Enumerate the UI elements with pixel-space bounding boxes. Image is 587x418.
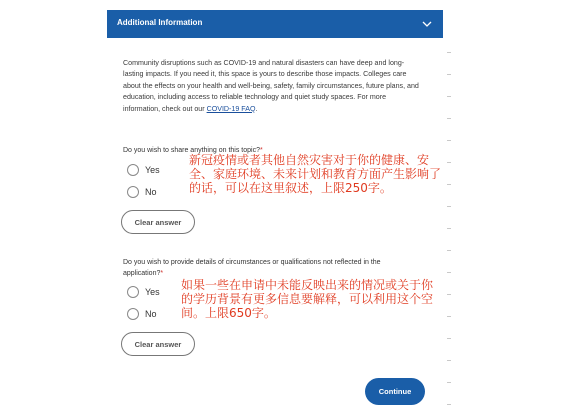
intro-text: Community disruptions such as COVID-19 and natural disasters can have deep and long-lasting impacts. If you need it, this space is yours to describe those impacts. Colleges care about the effects on your health and well-being, safety, family circumstances, future plans, and education, including access to reliable technology and quiet study spaces. For more information, check out our [123, 59, 419, 113]
required-mark: * [160, 269, 164, 277]
scroll-tick [447, 118, 451, 119]
radio-option-yes[interactable] [127, 163, 160, 177]
scroll-tick [447, 272, 451, 273]
question-provide-details [123, 258, 403, 279]
scroll-tick [447, 206, 451, 207]
scroll-tick [447, 250, 451, 251]
required-mark: * [259, 147, 263, 154]
intro-paragraph [123, 58, 423, 115]
clear-answer-button[interactable]: Clear answer [121, 332, 195, 356]
scroll-tick [447, 404, 451, 405]
continue-button[interactable]: Continue [365, 378, 425, 405]
additional-information-panel [107, 10, 443, 418]
scroll-tick [447, 382, 451, 383]
scroll-tick [447, 228, 451, 229]
scroll-tick [447, 162, 451, 163]
radio-label: Yes [145, 165, 160, 175]
radio-option-no[interactable] [127, 185, 157, 199]
chinese-annotation: 新冠疫情或者其他自然灾害对于你的健康、安全、家庭环境、未来计划和教育方面产生影响了的话，可以在这里叙述，上限250字。 [189, 153, 442, 195]
radio-label: Yes [145, 287, 160, 297]
scroll-tick [447, 96, 451, 97]
chevron-down-icon[interactable] [421, 18, 433, 30]
radio-label: No [145, 309, 157, 319]
scroll-tick [447, 294, 451, 295]
scroll-tick [447, 316, 451, 317]
covid-faq-link[interactable]: COVID-19 FAQ [206, 104, 256, 113]
clear-answer-button[interactable]: Clear answer [121, 210, 195, 234]
radio-label: No [145, 187, 157, 197]
scroll-tick [447, 360, 451, 361]
chinese-annotation: 如果一些在申请中未能反映出来的情况或关于你的学历背景有更多信息要解释，可以利用这个空间。上限650字。 [181, 278, 434, 320]
question-label: Do you wish to share anything on this topic? [123, 147, 260, 154]
scroll-tick [447, 338, 451, 339]
section-header[interactable] [107, 10, 443, 38]
scroll-tick [447, 74, 451, 75]
radio-button[interactable] [127, 286, 139, 298]
scroll-tick [447, 52, 451, 53]
radio-button[interactable] [127, 308, 139, 320]
radio-option-yes[interactable] [127, 285, 160, 299]
radio-button[interactable] [127, 186, 139, 198]
radio-option-no[interactable] [127, 307, 157, 321]
scroll-tick [447, 140, 451, 141]
radio-button[interactable] [127, 164, 139, 176]
intro-trailing: . [255, 104, 258, 113]
question-label: Do you wish to provide details of circumstances or qualifications not reflected in the application? [123, 259, 381, 277]
scroll-tick [447, 184, 451, 185]
section-title: Additional Information [117, 18, 203, 27]
